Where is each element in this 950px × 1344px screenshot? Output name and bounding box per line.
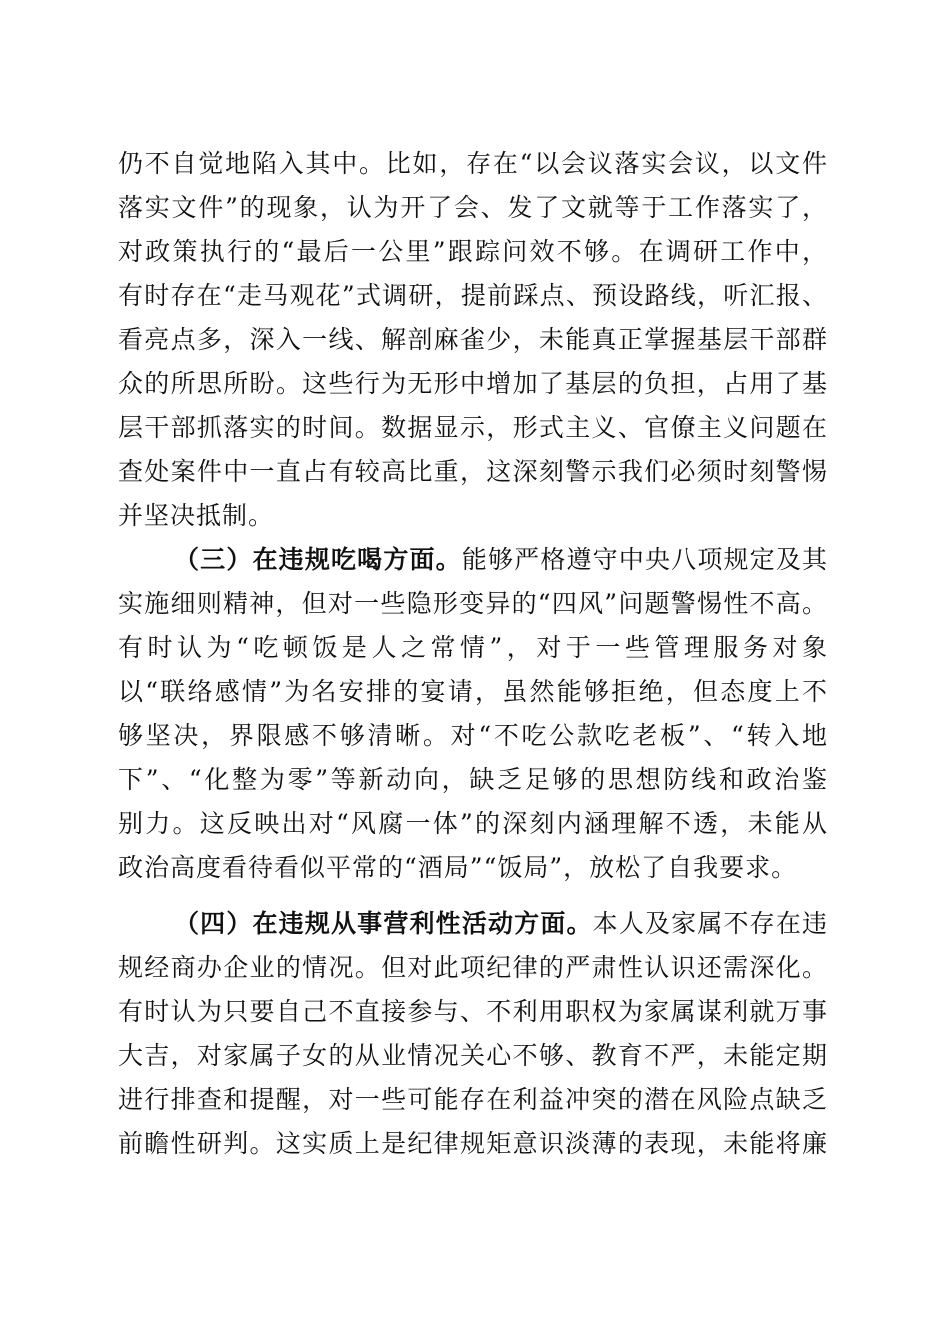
paragraph-line: 大吉，对家属子女的从业情况关心不够、教育不严，未能定期 xyxy=(118,1041,828,1070)
paragraph-line: 实施细则精神，但对一些隐形变异的“四风”问题警惕性不高。 xyxy=(118,589,828,618)
paragraph-line: 够坚决，界限感不够清晰。对“不吃公款吃老板”、“转入地 xyxy=(118,721,828,750)
paragraph-line: 仍不自觉地陷入其中。比如，存在“以会议落实会议，以文件 xyxy=(118,149,828,178)
paragraph-line: 看亮点多，深入一线、解剖麻雀少，未能真正掌握基层干部群 xyxy=(118,325,828,354)
paragraph-line: 众的所思所盼。这些行为无形中增加了基层的负担，占用了基 xyxy=(118,369,828,398)
section-3-heading: （三）在违规吃喝方面。 xyxy=(174,545,462,574)
paragraph-line: 有时存在“走马观花”式调研，提前踩点、预设路线，听汇报、 xyxy=(118,281,828,310)
section-3-first-line-text: 能够严格遵守中央八项规定及其 xyxy=(461,545,828,574)
section-4-first-line-text: 本人及家属不存在违 xyxy=(592,909,828,938)
paragraph-line: 别力。这反映出对“风腐一体”的深刻内涵理解不透，未能从 xyxy=(118,809,828,838)
paragraph-line: 以“联络感情”为名安排的宴请，虽然能够拒绝，但态度上不 xyxy=(118,677,828,706)
paragraph-line: 政治高度看待看似平常的“酒局”“饭局”，放松了自我要求。 xyxy=(118,853,798,882)
paragraph-line: 落实文件”的现象，认为开了会、发了文就等于工作落实了， xyxy=(118,193,828,222)
paragraph-line: 并坚决抵制。 xyxy=(118,501,275,530)
paragraph-line: 查处案件中一直占有较高比重，这深刻警示我们必须时刻警惕 xyxy=(118,457,828,486)
paragraph-line: 规经商办企业的情况。但对此项纪律的严肃性认识还需深化。 xyxy=(118,953,828,982)
section-4-first-line xyxy=(174,904,828,944)
paragraph-line: 层干部抓落实的时间。数据显示，形式主义、官僚主义问题在 xyxy=(118,413,828,442)
paragraph-line: 进行排查和提醒，对一些可能存在利益冲突的潜在风险点缺乏 xyxy=(118,1085,828,1114)
paragraph-line: 对政策执行的“最后一公里”跟踪问效不够。在调研工作中， xyxy=(118,237,828,266)
paragraph-line: 有时认为只要自己不直接参与、不利用职权为家属谋利就万事 xyxy=(118,997,828,1026)
paragraph-line: 有时认为“吃顿饭是人之常情”，对于一些管理服务对象 xyxy=(118,633,828,662)
paragraph-line: 下”、“化整为零”等新动向，缺乏足够的思想防线和政治鉴 xyxy=(118,765,828,794)
section-4-heading: （四）在违规从事营利性活动方面。 xyxy=(174,909,593,938)
section-3-first-line xyxy=(174,540,828,580)
paragraph-line: 前瞻性研判。这实质上是纪律规矩意识淡薄的表现，未能将廉 xyxy=(118,1129,828,1158)
